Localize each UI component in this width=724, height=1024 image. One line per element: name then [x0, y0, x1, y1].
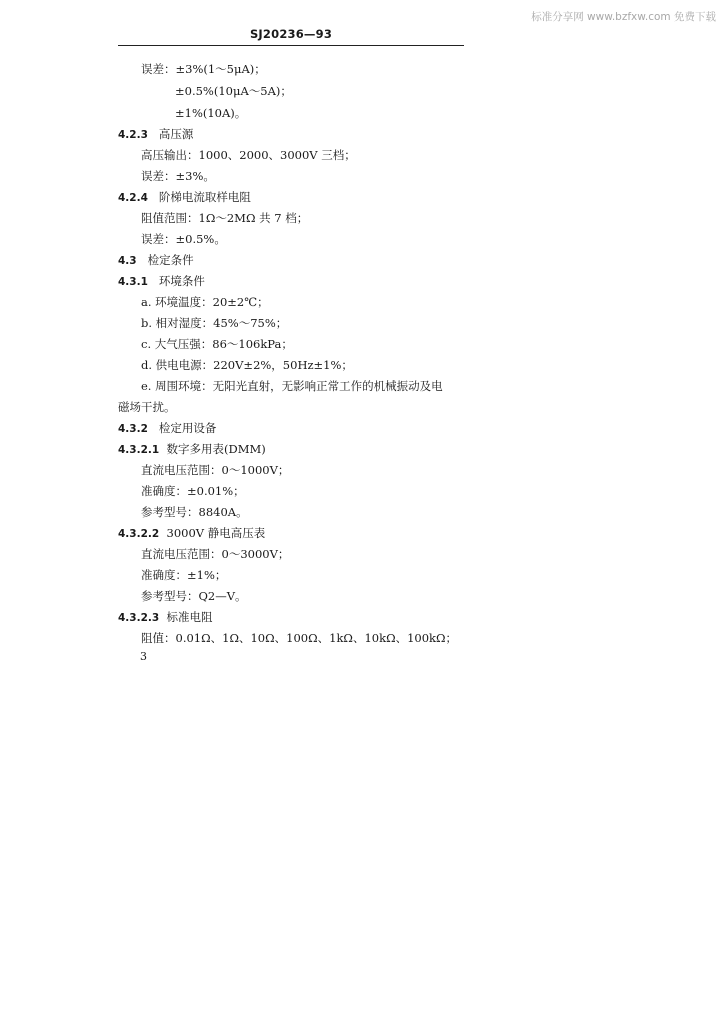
error-range-2 — [175, 84, 292, 98]
standard-code: SJ20236—93 — [249, 27, 333, 41]
section-number: 4.3.2.3 — [118, 612, 160, 624]
section-number: 4.3.2.2 — [118, 528, 160, 540]
section-4-3-2-3 — [118, 610, 213, 625]
line-text: ±1%(10A)。 — [175, 106, 247, 120]
section-number: 4.3.2 — [118, 423, 148, 435]
dmm-range — [141, 463, 289, 477]
section-4-2-3 — [118, 127, 193, 142]
line-text: 直流电压范围：0～3000V； — [141, 547, 290, 561]
line-text: 阻值范围：1Ω～2MΩ 共 7 档； — [141, 211, 309, 225]
watermark-text: 标准分享网 www.bzfxw.com 免费下载 — [531, 11, 716, 23]
section-title: 检定用设备 — [158, 421, 217, 435]
standard-resistor-values — [141, 631, 457, 645]
section-title: 数字多用表(DMM) — [166, 442, 266, 456]
section-number: 4.3 — [118, 255, 137, 267]
section-4-3-1 — [118, 274, 205, 289]
dmm-accuracy — [141, 484, 245, 498]
hv-meter-accuracy — [141, 568, 226, 582]
section-4-3-2-2 — [118, 526, 265, 541]
section-number: 4.2.4 — [118, 192, 148, 204]
line-text: 误差：±0.5%。 — [141, 232, 226, 246]
hv-meter-model — [141, 589, 247, 603]
section-title: 阶梯电流取样电阻 — [158, 190, 251, 204]
line-text: c. 大气压强：86～106kPa； — [141, 337, 293, 351]
condition-power — [141, 358, 353, 372]
condition-environment — [141, 379, 443, 393]
dmm-model — [141, 505, 248, 519]
line-text: 误差：±3%(1～5μA)； — [141, 62, 266, 76]
line-text: 高压输出：1000、2000、3000V 三档； — [141, 148, 356, 162]
line-text: a. 环境温度：20±2℃； — [141, 295, 269, 309]
section-4-3-2-1 — [118, 442, 266, 457]
section-number: 4.2.3 — [118, 129, 148, 141]
line-text: b. 相对湿度：45%～75%； — [141, 316, 288, 330]
page-number: 3 — [140, 650, 147, 663]
condition-pressure — [141, 337, 293, 351]
resistance-error — [141, 232, 226, 246]
hv-output — [141, 148, 356, 162]
section-title: 标准电阻 — [166, 610, 213, 624]
error-range-1 — [141, 62, 266, 76]
header-rule — [118, 45, 464, 46]
section-number: 4.3.2.1 — [118, 444, 160, 456]
line-text: 准确度：±1%； — [141, 568, 227, 582]
section-title: 3000V 静电高压表 — [166, 526, 266, 540]
line-text: 参考型号：8840A。 — [141, 505, 248, 519]
condition-environment-cont — [118, 400, 176, 414]
condition-temperature — [141, 295, 269, 309]
section-4-2-4 — [118, 190, 251, 205]
line-text: 直流电压范围：0～1000V； — [141, 463, 290, 477]
section-title: 环境条件 — [158, 274, 205, 288]
line-text: ±0.5%(10μA～5A)； — [175, 84, 292, 98]
error-range-3 — [175, 106, 246, 120]
line-text: 准确度：±0.01%； — [141, 484, 245, 498]
line-text: 参考型号：Q2—V。 — [141, 589, 247, 603]
section-number: 4.3.1 — [118, 276, 148, 288]
resistance-range — [141, 211, 308, 225]
section-4-3-2 — [118, 421, 216, 436]
line-text: 阻值：0.01Ω、1Ω、10Ω、100Ω、1kΩ、10kΩ、100kΩ； — [141, 631, 458, 645]
line-text: 误差：±3%。 — [141, 169, 215, 183]
section-title: 高压源 — [158, 127, 194, 141]
section-4-3 — [118, 253, 194, 268]
hv-meter-range — [141, 547, 289, 561]
line-text: 磁场干扰。 — [118, 400, 176, 414]
line-text: e. 周围环境：无阳光直射，无影响正常工作的机械振动及电 — [141, 379, 443, 393]
hv-error — [141, 169, 215, 183]
line-text: d. 供电电源：220V±2%，50Hz±1%； — [141, 358, 353, 372]
section-title: 检定条件 — [147, 253, 194, 267]
condition-humidity — [141, 316, 287, 330]
